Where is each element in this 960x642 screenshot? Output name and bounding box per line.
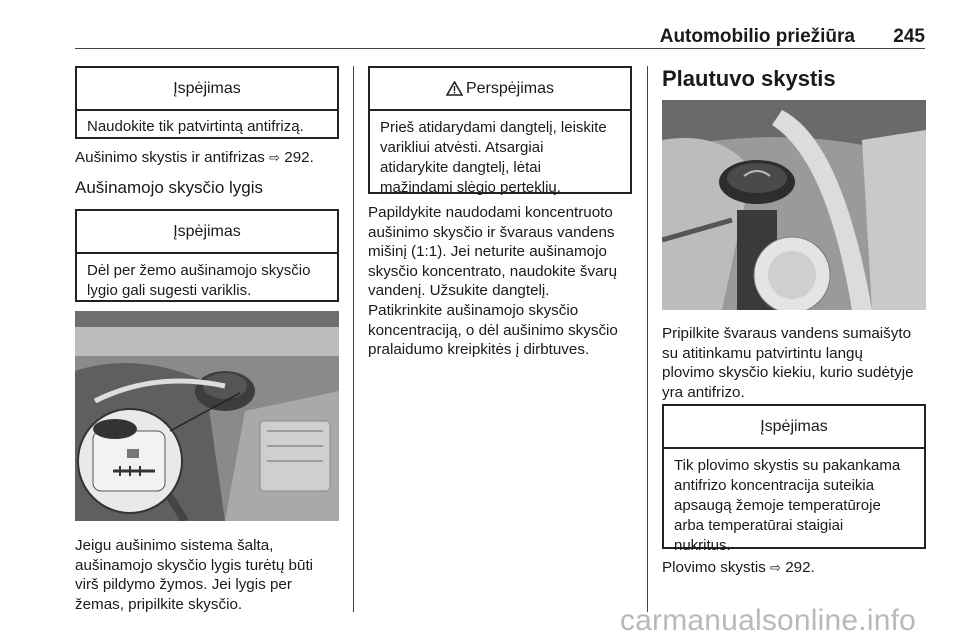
paragraph-line: yra antifrizo. — [662, 383, 745, 401]
warning-text — [77, 254, 337, 301]
reference-text: Plovimo skystis — [662, 559, 766, 576]
caution-header — [370, 68, 630, 111]
warning-line: Tik plovimo skystis su pakankama — [674, 457, 901, 474]
warning-box-coolant-level — [75, 209, 339, 302]
reference-text: Aušinimo skystis ir antifrizas — [75, 149, 265, 166]
warning-line: arba temperatūrai staigiai — [674, 517, 844, 534]
washer-fluid-reference — [662, 558, 932, 578]
column-divider-left — [353, 66, 354, 612]
paragraph-line: pralaidumo kreipkitės į dirbtuves. — [368, 341, 590, 359]
warning-box-antifreeze — [75, 66, 339, 139]
coolant-reservoir-photo — [75, 311, 339, 521]
column-divider-right — [647, 66, 648, 612]
warning-line: nukritus. — [674, 537, 731, 554]
paragraph-line: plovimo skysčio kiekiu, kurio sudėtyje — [662, 364, 914, 382]
paragraph-line: Papildykite naudodami koncentruoto — [368, 204, 613, 221]
header-rule — [75, 48, 925, 49]
warning-title: Įspėjimas — [77, 68, 337, 111]
paragraph-line: aušinimo skysčio ir švaraus vandens — [368, 223, 615, 241]
page-number: 245 — [893, 26, 925, 47]
caution-box — [368, 66, 632, 194]
warning-line: Dėl per žemo aušinamojo skysčio — [87, 262, 311, 279]
caution-title: Perspėjimas — [465, 79, 555, 97]
coolant-level-paragraph — [75, 536, 345, 614]
caution-line: mažindami slėgio perteklių. — [380, 179, 561, 196]
paragraph-line: aušinamojo skysčio lygis turėtų būti — [75, 556, 314, 574]
paragraph-line: su atitinkamu patvirtintu langų — [662, 344, 863, 362]
cross-reference-paragraph — [75, 148, 339, 168]
warning-line: apsaugą žemoje temperatūroje — [674, 497, 881, 514]
refill-paragraph — [368, 203, 638, 360]
warning-triangle-icon — [446, 81, 463, 96]
warning-title: Įspėjimas — [664, 406, 924, 449]
washer-fluid-paragraph — [662, 324, 932, 402]
reference-page[interactable]: 292. — [785, 559, 815, 576]
paragraph-line: virš pildymo žymos. Jei lygis per — [75, 576, 292, 594]
paragraph-line: koncentraciją, o dėl aušinimo skysčio — [368, 321, 618, 339]
page-reference-arrow-icon: ⇨ — [269, 150, 281, 165]
caution-line: varikliui atvėsti. Atsargiai — [380, 139, 544, 156]
warning-text: Naudokite tik patvirtintą antifrizą. — [87, 118, 304, 135]
caution-line: atidarykite dangtelį, lėtai — [380, 159, 541, 176]
header-title: Automobilio priežiūra — [659, 26, 855, 47]
warning-text — [664, 449, 924, 556]
paragraph-line: vandenį. Užsukite dangtelį. — [368, 282, 550, 300]
paragraph-line: mišinį (1:1). Jei neturite aušinamojo — [368, 243, 607, 261]
paragraph-line: Patikrinkite aušinamojo skysčio — [368, 301, 579, 319]
warning-line: lygio gali sugesti variklis. — [87, 282, 252, 299]
warning-title: Įspėjimas — [77, 211, 337, 254]
paragraph-line: Pripilkite švaraus vandens sumaišyto — [662, 325, 912, 342]
watermark: carmanualsonline.info — [619, 604, 916, 637]
caution-line: Prieš atidarydami dangtelį, leiskite — [380, 119, 607, 136]
warning-box-washer-fluid — [662, 404, 926, 554]
warning-line: antifrizo koncentracija suteikia — [674, 477, 875, 494]
paragraph-line: žemas, pripilkite skysčio. — [75, 595, 243, 613]
paragraph-line: skysčio koncentrato, naudokite švarų — [368, 262, 618, 280]
caution-text — [370, 111, 630, 198]
page-header — [75, 26, 925, 50]
reference-page[interactable]: 292. — [284, 149, 314, 166]
page-reference-arrow-icon: ⇨ — [770, 560, 781, 575]
section-title-washer-fluid: Plautuvo skystis — [662, 66, 836, 91]
paragraph-line: Jeigu aušinimo sistema šalta, — [75, 537, 274, 554]
subheading-coolant-level: Aušinamojo skysčio lygis — [75, 178, 264, 197]
washer-fluid-reservoir-photo — [662, 100, 926, 310]
